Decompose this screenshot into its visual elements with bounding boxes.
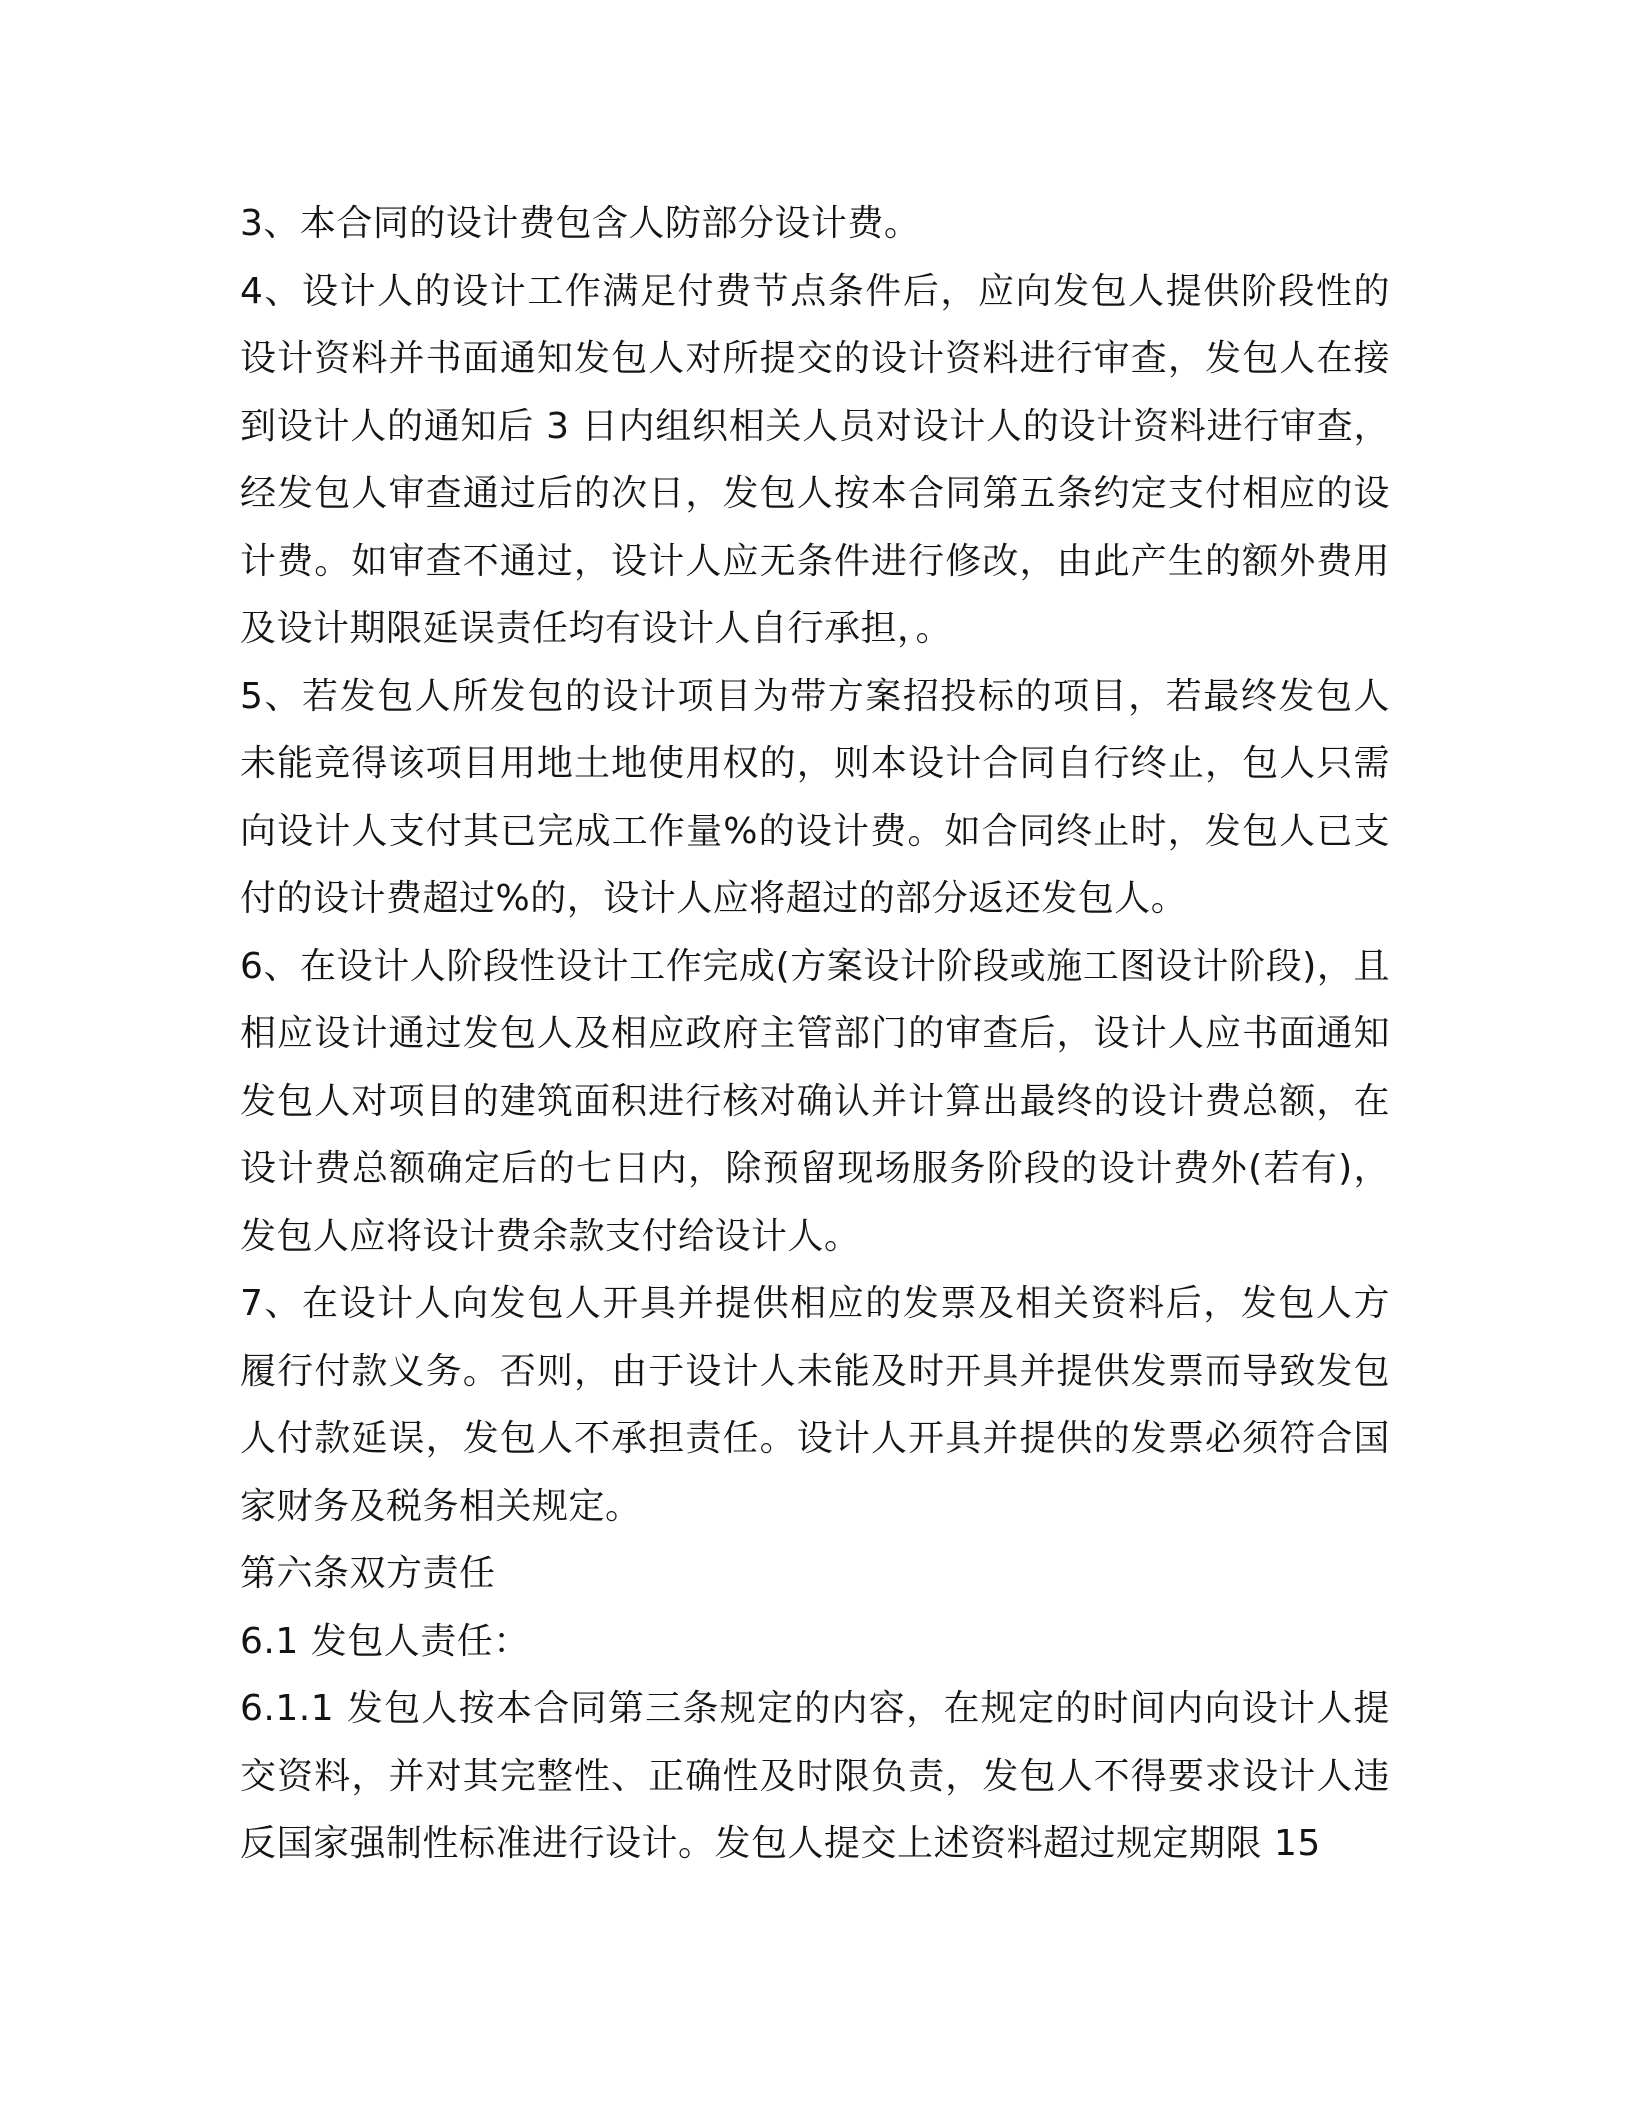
paragraph-clause-4: 4、设计人的设计工作满足付费节点条件后，应向发包人提供阶段性的设计资料并书面通知发包人对所提交的设计资料进行审查，发包人在接到设计人的通知后 3 日内组织相关人员对设计人的设计资料进行审查，经发包人审查通过后的次日，发包人按本合同第五条约定支付相应的设计费。如审查不通过，设计人应无条件进行修改，由此产生的额外费用及设计期限延误责任均有设计人自行承担，。	[240, 270, 1390, 649]
contract-text-body	[240, 190, 1390, 1878]
paragraph-clause-5: 5、若发包人所发包的设计项目为带方案招投标的项目，若最终发包人未能竞得该项目用地土地使用权的，则本设计合同自行终止，包人只需向设计人支付其已完成工作量%的设计费。如合同终止时，发包人已支付的设计费超过%的，设计人应将超过的部分返还发包人。	[240, 675, 1390, 919]
subsection-heading-6-1: 6.1 发包人责任：	[240, 1620, 530, 1662]
paragraph-clause-3: 3、本合同的设计费包含人防部分设计费。	[240, 203, 921, 244]
paragraph-clause-6-1-1: 6.1.1 发包人按本合同第三条规定的内容，在规定的时间内向设计人提交资料，并对其完整性、正确性及时限负责，发包人不得要求设计人违反国家强制性标准进行设计。发包人提交上述资料超过规定期限 15	[240, 1688, 1390, 1864]
paragraph-clause-6: 6、在设计人阶段性设计工作完成(方案设计阶段或施工图设计阶段)，且相应设计通过发包人及相应政府主管部门的审查后，设计人应书面通知发包人对项目的建筑面积进行核对确认并计算出最终的设计费总额，在设计费总额确定后的七日内，除预留现场服务阶段的设计费外(若有)，发包人应将设计费余款支付给设计人。	[240, 945, 1390, 1257]
paragraph-clause-7: 7、在设计人向发包人开具并提供相应的发票及相关资料后，发包人方履行付款义务。否则，由于设计人未能及时开具并提供发票而导致发包人付款延误，发包人不承担责任。设计人开具并提供的发票必须符合国家财务及税务相关规定。	[240, 1283, 1390, 1527]
section-heading-article-6: 第六条双方责任	[240, 1553, 496, 1594]
